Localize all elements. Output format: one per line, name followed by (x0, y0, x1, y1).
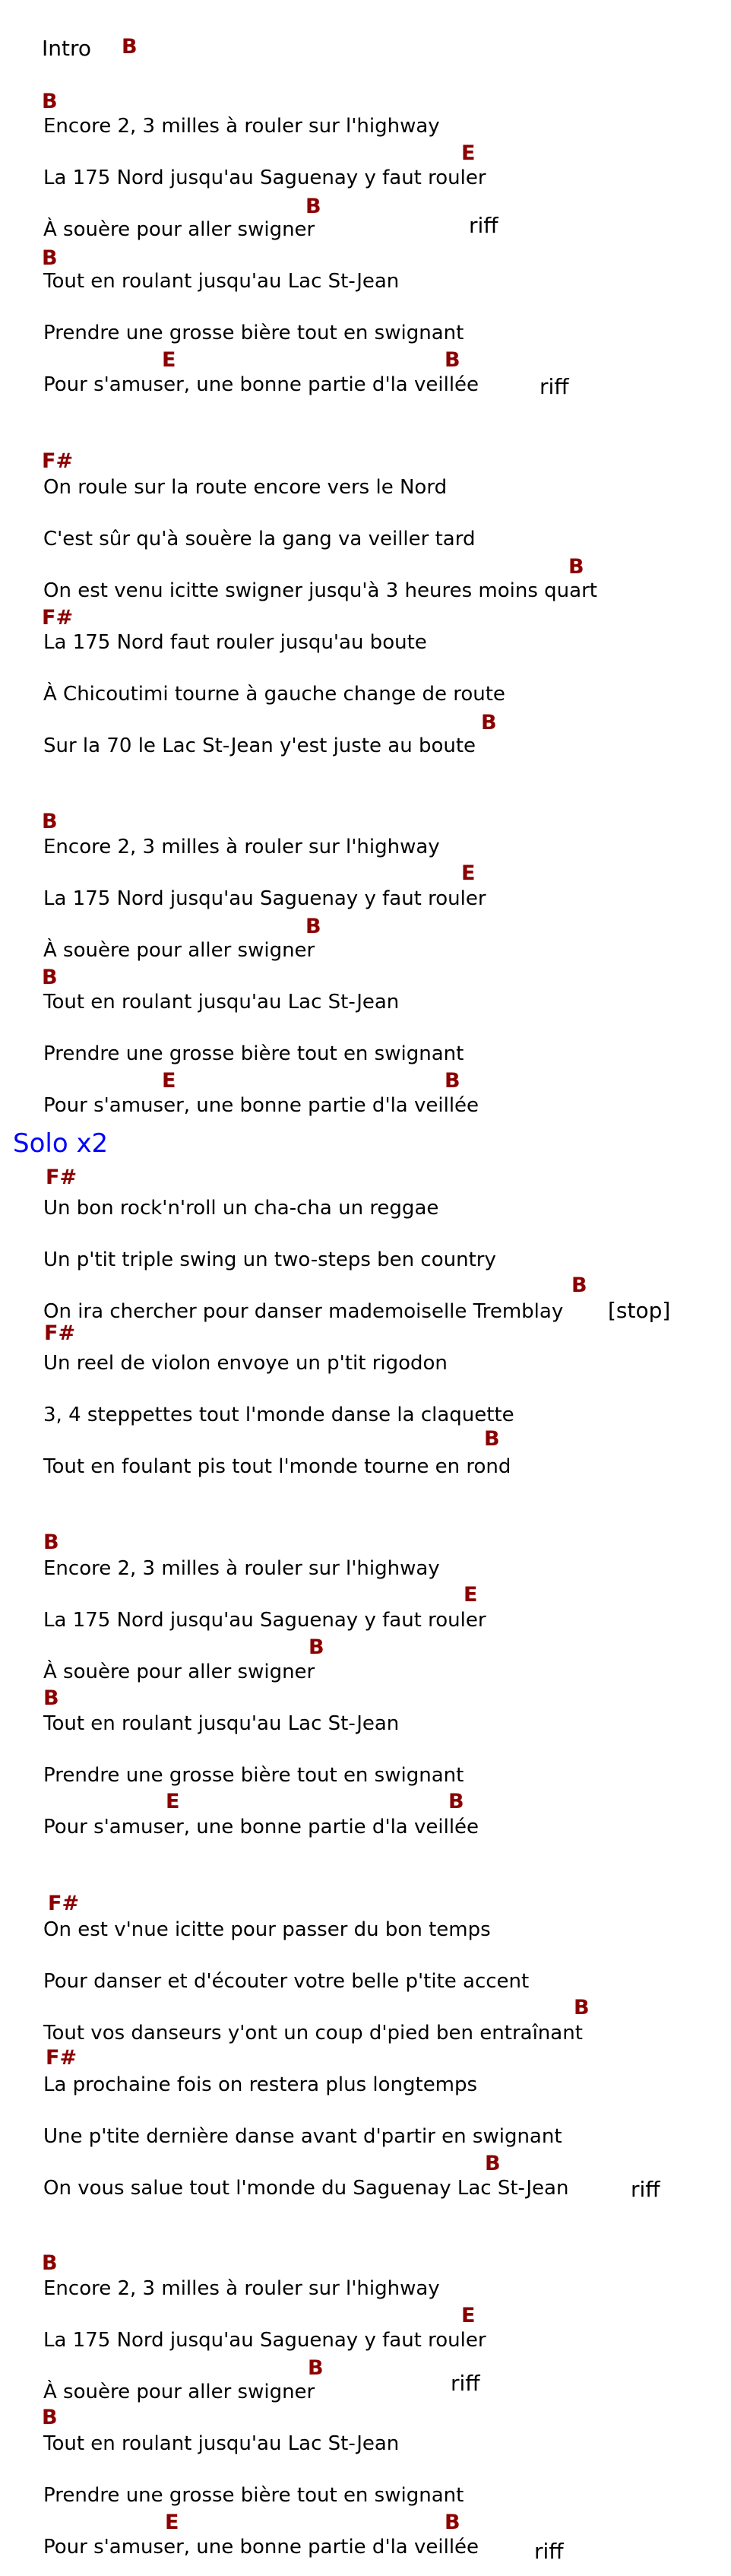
lyric-line: Encore 2, 3 milles à rouler sur l'highway (43, 115, 440, 138)
lyric-line: Prendre une grosse bière tout en swignant (43, 1764, 464, 1787)
chord-marker: B (43, 1531, 59, 1554)
chord-marker: B (448, 1790, 464, 1813)
lyric-line: Encore 2, 3 milles à rouler sur l'highway (43, 836, 440, 858)
lyric-line: On vous salue tout l'monde du Saguenay Lac St-Jean (43, 2177, 569, 2200)
lyric-line: On est v'nue icitte pour passer du bon temps (43, 1918, 491, 1941)
chord-marker: E (461, 141, 476, 165)
lyric-line: À Chicoutimi tourne à gauche change de route (43, 683, 505, 706)
lyric-line: La 175 Nord faut rouler jusqu'au boute (43, 631, 427, 654)
intro-label: Intro (42, 36, 92, 61)
chord-marker: B (445, 1069, 460, 1093)
riff-label: riff (451, 2371, 480, 2396)
lyric-line: Tout en roulant jusqu'au Lac St-Jean (43, 270, 400, 293)
chord-marker: E (162, 1069, 176, 1093)
chord-marker: F# (42, 449, 74, 473)
chord-marker: B (574, 1996, 590, 2019)
chord-marker: B (42, 2406, 58, 2429)
lyric-line: On ira chercher pour danser mademoiselle Tremblay (43, 1300, 564, 1323)
lyric-line: La 175 Nord jusqu'au Saguenay y faut rouler (43, 1609, 486, 1632)
lyric-line: La 175 Nord jusqu'au Saguenay y faut rouler (43, 2329, 486, 2352)
chord-marker: B (481, 711, 497, 734)
lyric-line: À souère pour aller swigner (43, 2381, 315, 2403)
lyric-line: 3, 4 steppettes tout l'monde danse la claquette (43, 1404, 514, 1426)
chord-marker: B (42, 2251, 58, 2275)
stop-label: [stop] (608, 1298, 671, 1323)
chord-marker: F# (48, 1892, 80, 1915)
lyric-line: Prendre une grosse bière tout en swignant (43, 1042, 464, 1065)
lyric-line: Pour s'amuser, une bonne partie d'la veillée (43, 1816, 479, 1838)
lyric-line: Tout en foulant pis tout l'monde tourne en rond (43, 1455, 511, 1478)
lyric-line: Pour danser et d'écouter votre belle p'tite accent (43, 1970, 530, 1993)
lyric-line: Prendre une grosse bière tout en swignant (43, 2484, 464, 2507)
lyric-line: C'est sûr qu'à souère la gang va veiller tard (43, 528, 476, 550)
chord-marker: E (461, 2304, 476, 2327)
chord-marker: E (461, 861, 476, 885)
lyric-line: Pour s'amuser, une bonne partie d'la veillée (43, 373, 479, 396)
lyric-line: À souère pour aller swigner (43, 1661, 315, 1683)
riff-label: riff (540, 374, 569, 399)
chord-marker: F# (46, 1166, 78, 1189)
lyric-line: Tout en roulant jusqu'au Lac St-Jean (43, 2432, 400, 2455)
chord-marker: B (568, 555, 584, 579)
section-heading: Solo x2 (13, 1128, 109, 1159)
lyric-line: Encore 2, 3 milles à rouler sur l'highway (43, 1557, 440, 1580)
lyric-line: Un p'tit triple swing un two-steps ben country (43, 1248, 496, 1271)
riff-label: riff (534, 2539, 564, 2564)
chord-marker: B (42, 810, 58, 833)
riff-label: riff (631, 2177, 660, 2202)
lyric-line: Prendre une grosse bière tout en swignant (43, 322, 464, 344)
chord-marker: E (165, 2511, 179, 2534)
lyric-line: Une p'tite dernière danse avant d'partir en swignant (43, 2125, 562, 2148)
lyric-line: On est venu icitte swigner jusqu'à 3 heures moins quart (43, 579, 597, 602)
chord-marker: B (122, 35, 138, 59)
chord-marker: F# (46, 2046, 78, 2070)
chord-marker: B (571, 1274, 587, 1297)
lyric-line: Sur la 70 le Lac St-Jean y'est juste au boute (43, 734, 476, 757)
chord-marker: B (308, 2356, 324, 2380)
chord-marker: B (42, 246, 58, 270)
lyric-line: Pour s'amuser, une bonne partie d'la veillée (43, 1094, 479, 1117)
chord-marker: F# (44, 1321, 76, 1345)
chord-marker: B (309, 1635, 324, 1659)
chord-marker: B (42, 90, 58, 113)
chord-marker: B (485, 2152, 501, 2175)
lyric-line: Pour s'amuser, une bonne partie d'la veillée (43, 2536, 479, 2559)
chord-marker: B (305, 195, 321, 218)
lyric-line: À souère pour aller swigner (43, 218, 315, 241)
chord-marker: B (42, 966, 58, 989)
lyric-line: La prochaine fois on restera plus longtemps (43, 2073, 478, 2096)
riff-label: riff (469, 213, 498, 238)
chord-marker: B (43, 1686, 59, 1710)
chord-marker: B (445, 2511, 460, 2534)
lyric-line: Un reel de violon envoye un p'tit rigodon (43, 1352, 448, 1375)
lyric-line: La 175 Nord jusqu'au Saguenay y faut rouler (43, 167, 486, 189)
lyric-line: À souère pour aller swigner (43, 939, 315, 962)
lyric-line: Tout en roulant jusqu'au Lac St-Jean (43, 991, 400, 1014)
lyric-line: Encore 2, 3 milles à rouler sur l'highway (43, 2277, 440, 2300)
lyric-line: Tout en roulant jusqu'au Lac St-Jean (43, 1712, 400, 1735)
chord-marker: F# (42, 606, 74, 630)
lyric-line: On roule sur la route encore vers le Nord (43, 476, 448, 499)
chord-marker: E (166, 1790, 180, 1813)
chord-marker: B (305, 915, 321, 938)
chord-marker: E (464, 1583, 478, 1607)
chord-marker: E (162, 348, 176, 372)
lyric-line: La 175 Nord jusqu'au Saguenay y faut rouler (43, 887, 486, 910)
chord-marker: B (445, 348, 460, 372)
chord-marker: B (484, 1427, 500, 1451)
lyric-line: Tout vos danseurs y'ont un coup d'pied ben entraînant (43, 2022, 583, 2045)
lyric-line: Un bon rock'n'roll un cha-cha un reggae (43, 1197, 439, 1220)
